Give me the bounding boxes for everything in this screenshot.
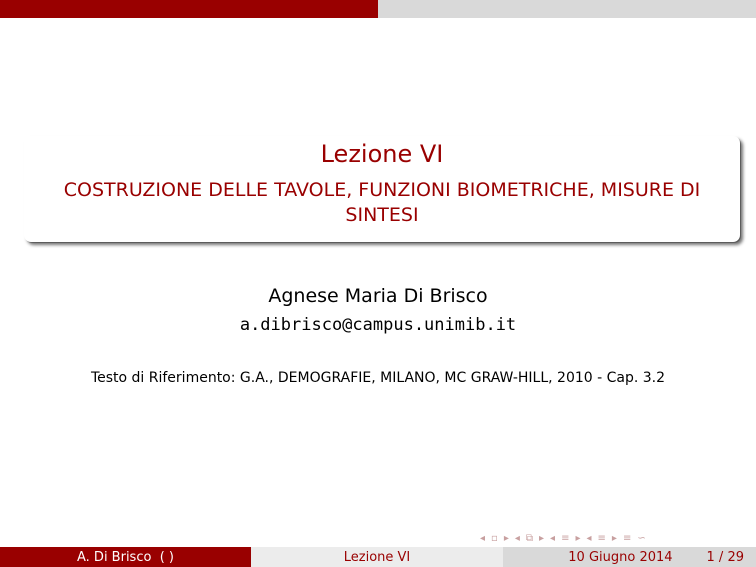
nav-subsection-icon[interactable]: ⧉ <box>525 533 534 544</box>
nav-frame-icon[interactable]: ▫ <box>491 533 498 544</box>
nav-section-icon[interactable]: ≡ <box>561 533 570 544</box>
nav-prev-frame-icon[interactable]: ◂ <box>480 533 486 544</box>
footer-page-number: 1 / 29 <box>706 549 744 565</box>
nav-next-subsection-icon[interactable]: ▸ <box>539 533 545 544</box>
nav-prev-subsection-icon[interactable]: ◂ <box>514 533 520 544</box>
nav-search-icon[interactable]: ∽ <box>637 533 646 544</box>
nav-prev-section-icon[interactable]: ◂ <box>550 533 556 544</box>
author-name: Agnese Maria Di Brisco <box>268 285 488 307</box>
progress-bar-fill <box>0 0 378 18</box>
nav-next-frame-icon[interactable]: ▸ <box>503 533 509 544</box>
footer-title <box>251 547 503 567</box>
footer-title-label: Lezione VI <box>343 549 411 565</box>
footer-author <box>0 547 251 567</box>
nav-next-section-icon[interactable]: ▸ <box>575 533 581 544</box>
title-box <box>24 136 740 242</box>
footer-author-label: A. Di Brisco ( ) <box>77 549 174 565</box>
author-email: a.dibrisco@campus.unimib.it <box>239 315 517 335</box>
progress-bar <box>0 0 756 18</box>
nav-next-document-icon[interactable]: ▸ <box>611 533 617 544</box>
nav-align-icon[interactable]: ≡ <box>622 533 632 544</box>
reference-text: Testo di Riferimento: G.A., DEMOGRAFIE, MILANO, MC GRAW-HILL, 2010 - Cap. 3.2 <box>90 370 666 386</box>
slide-subtitle: COSTRUZIONE DELLE TAVOLE, FUNZIONI BIOMETRICHE, MISURE DI SINTESI <box>63 179 701 226</box>
footer-bar <box>0 547 756 567</box>
footer-date: 10 Giugno 2014 <box>568 549 673 565</box>
nav-prev-document-icon[interactable]: ◂ <box>586 533 592 544</box>
footer-info <box>503 547 756 567</box>
nav-document-icon[interactable]: ≡ <box>597 533 606 544</box>
slide-title: Lezione VI <box>320 140 444 168</box>
beamer-navigation <box>480 532 740 546</box>
